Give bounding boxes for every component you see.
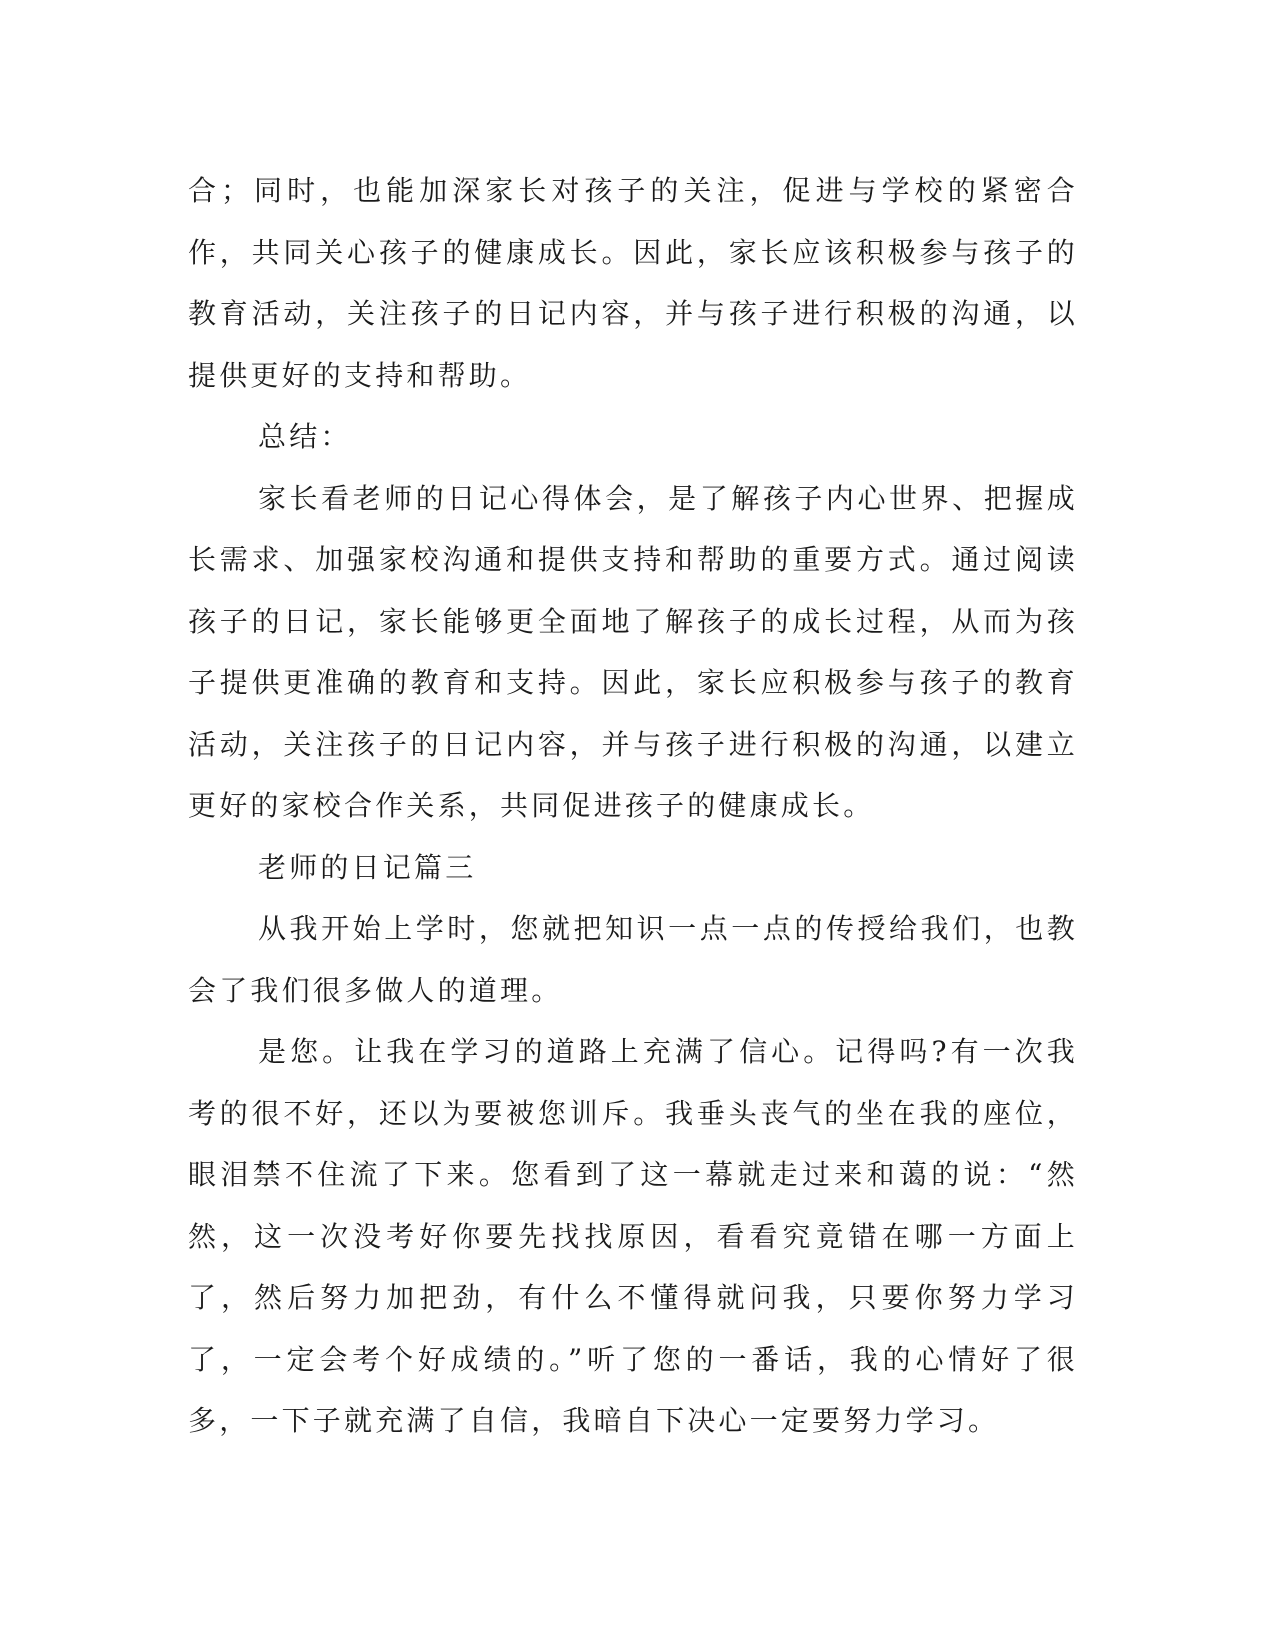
paragraph-continuation: 合；同时，也能加深家长对孩子的关注，促进与学校的紧密合作，共同关心孩子的健康成长。因此，家长应该积极参与孩子的教育活动，关注孩子的日记内容，并与孩子进行积极的沟通，以提供更好的支持和帮助。 (188, 174, 1078, 392)
summary-heading: 总结： (258, 420, 352, 453)
summary-paragraph: 家长看老师的日记心得体会，是了解孩子内心世界、把握成长需求、加强家校沟通和提供支持和帮助的重要方式。通过阅读孩子的日记，家长能够更全面地了解孩子的成长过程，从而为孩子提供更准确的教育和支持。因此，家长应积极参与孩子的教育活动，关注孩子的日记内容，并与孩子进行积极的沟通，以建立更好的家校合作关系，共同促进孩子的健康成长。 (188, 481, 1078, 822)
section-paragraph-1: 从我开始上学时，您就把知识一点一点的传授给我们，也教会了我们很多做人的道理。 (188, 912, 1078, 1007)
document-body (188, 160, 1078, 1452)
section-paragraph-2: 是您。让我在学习的道路上充满了信心。记得吗?有一次我考的很不好，还以为要被您训斥。我垂头丧气的坐在我的座位，眼泪禁不住流了下来。您看到了这一幕就走过来和蔼的说：“然然，这一次没考好你要先找找原因，看看究竟错在哪一方面上了，然后努力加把劲，有什么不懂得就问我，只要你努力学习了，一定会考个好成绩的。”听了您的一番话，我的心情好了很多，一下子就充满了自信，我暗自下决心一定要努力学习。 (188, 1035, 1078, 1437)
section-title: 老师的日记篇三 (258, 850, 477, 884)
